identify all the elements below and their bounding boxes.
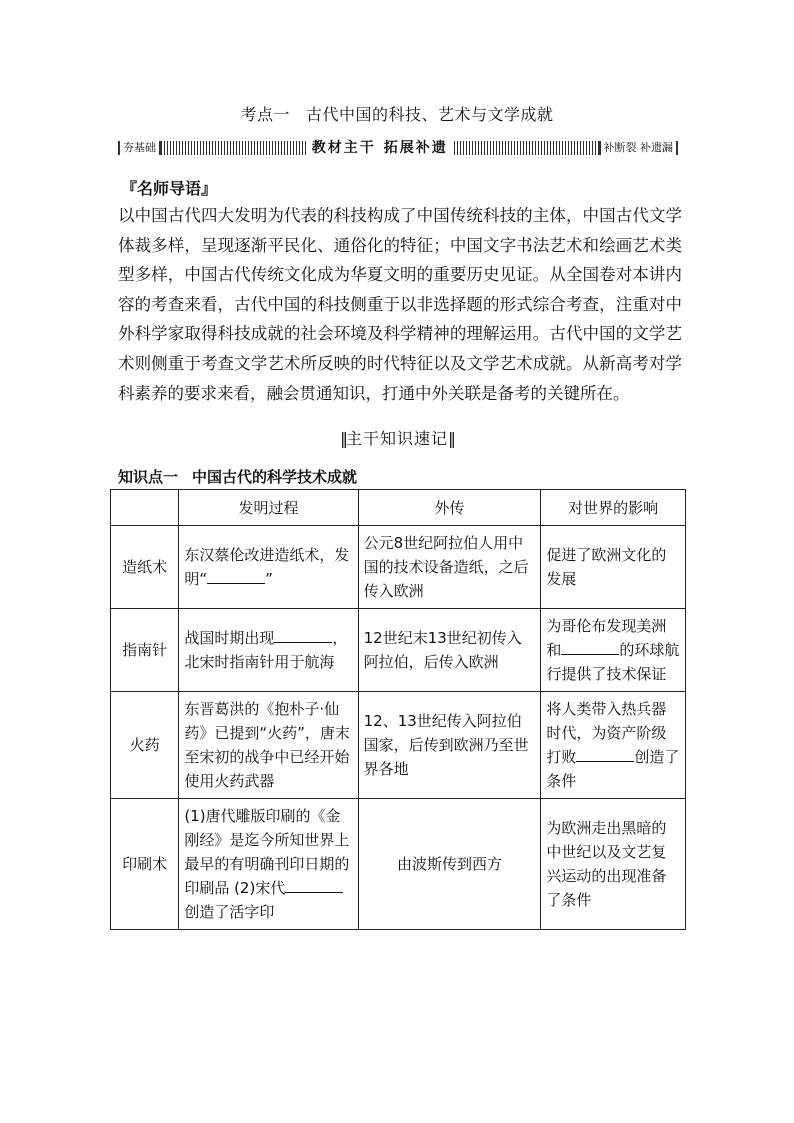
point-label: 知识点一 xyxy=(118,468,179,486)
header-cell-impact: 对世界的影响 xyxy=(541,490,686,526)
row-process: 东晋葛洪的《抱朴子·仙药》已提到“火药”，唐末至宋初的战争中已经开始使用火药武器 xyxy=(179,692,358,799)
banner-center-part2: 拓展补遗 xyxy=(383,140,448,156)
inventions-table xyxy=(110,489,686,930)
process-text-tail: ，北宋时指南针用于航海 xyxy=(184,629,348,671)
fill-blank[interactable] xyxy=(561,638,619,655)
row-impact xyxy=(541,609,686,692)
row-name: 造纸术 xyxy=(111,526,179,609)
table-row xyxy=(111,609,686,692)
row-impact: 促进了欧洲文化的发展 xyxy=(541,526,686,609)
banner-stripe-right xyxy=(454,141,599,155)
banner-left-tag: 夯基础 xyxy=(118,141,161,155)
table-row xyxy=(111,526,686,609)
title-section-label: 考点一 xyxy=(240,105,290,124)
row-spread: 由波斯传到西方 xyxy=(358,799,541,930)
impact-text-tail: 创造了条件 xyxy=(546,748,680,790)
section-title: 主干知识速记 xyxy=(345,429,448,448)
row-name: 印刷术 xyxy=(111,799,179,930)
row-spread: 12世纪末13世纪初传入阿拉伯，后传入欧洲 xyxy=(358,609,541,692)
table-header-row xyxy=(111,490,686,526)
row-process xyxy=(179,799,358,930)
section-banner xyxy=(118,139,678,157)
impact-text: 为哥伦布发现美洲和 xyxy=(546,617,667,659)
banner-center-part1: 教材主干 xyxy=(311,140,376,156)
row-spread: 12、13世纪传入阿拉伯国家，后传到欧洲乃至世界各地 xyxy=(358,692,541,799)
row-impact xyxy=(541,692,686,799)
process-text: 战国时期出现 xyxy=(184,629,275,647)
table-row xyxy=(111,799,686,930)
page-title xyxy=(0,102,794,125)
fill-blank[interactable] xyxy=(285,876,343,893)
intro-paragraph: 以中国古代四大发明为代表的科技构成了中国传统科技的主体，中国古代文学体裁多样，呈现逐渐平民化、通俗化的特征；中国文字书法艺术和绘画艺术类型多样，中国古代传统文化成为华夏文明的重要历史见证。从全国卷对本讲内容的考查来看，古代中国的科技侧重于以非选择题的形式综合考查，注重对中外科学家取得科技成就的社会环境及科学精神的理解运用。古代中国的文学艺术则侧重于考查文学艺术所反映的时代特征以及文学艺术成就。从新高考对学科素养的要求来看，融会贯通知识，打通中外关联是备考的关键所在。 xyxy=(118,206,682,403)
row-impact: 为欧洲走出黑暗的中世纪以及文艺复兴运动的出现准备了条件 xyxy=(541,799,686,930)
knowledge-point-heading xyxy=(118,466,357,487)
row-name: 火药 xyxy=(111,692,179,799)
fill-blank[interactable] xyxy=(207,567,265,584)
process-text-tail: 创造了活字印 xyxy=(184,903,275,921)
intro-heading: 『名师导语』 xyxy=(121,179,218,198)
header-cell-empty xyxy=(111,490,179,526)
process-text: 东汉蔡伦改进造纸术，发明“ xyxy=(184,546,350,588)
fill-blank[interactable] xyxy=(274,626,332,643)
title-topic: 古代中国的科技、艺术与文学成就 xyxy=(306,105,554,124)
section-heading: ‖主干知识速记‖ xyxy=(339,429,454,448)
table-row xyxy=(111,692,686,799)
banner-stripe-left xyxy=(161,141,306,155)
row-spread: 公元8世纪阿拉伯人用中国的技术设备造纸，之后传入欧洲 xyxy=(358,526,541,609)
row-process xyxy=(179,526,358,609)
banner-center-label xyxy=(306,140,454,156)
point-title: 中国古代的科学技术成就 xyxy=(192,468,358,486)
impact-text: 将人类带入热兵器时代，为资产阶级打败 xyxy=(546,700,667,766)
row-process xyxy=(179,609,358,692)
process-text-tail: ” xyxy=(265,570,273,588)
banner-right-tag: 补断裂 补遗漏 xyxy=(599,141,679,155)
row-name: 指南针 xyxy=(111,609,179,692)
fill-blank[interactable] xyxy=(576,745,634,762)
impact-text-tail: 的环球航行提供了技术保证 xyxy=(546,641,680,683)
header-cell-spread: 外传 xyxy=(358,490,541,526)
process-text: (1)唐代雕版印刷的《金刚经》是迄今所知世界上最早的有明确刊印日期的印刷品 (2)宋代 xyxy=(184,807,350,897)
header-cell-process: 发明过程 xyxy=(179,490,358,526)
